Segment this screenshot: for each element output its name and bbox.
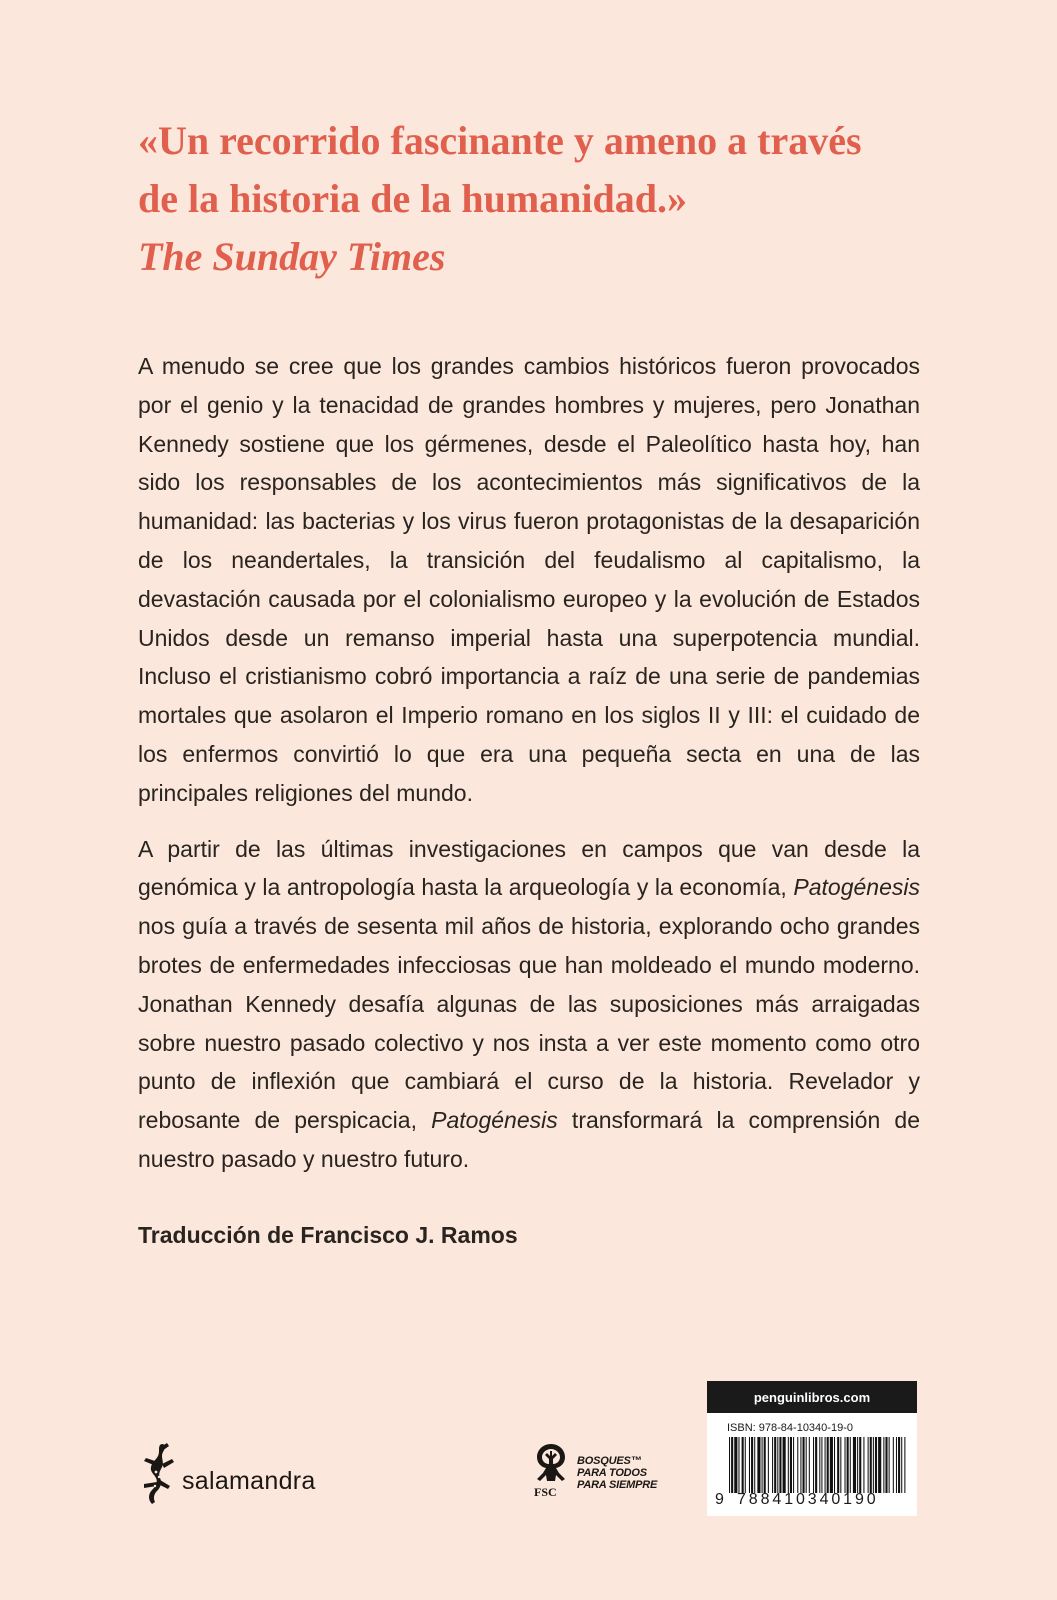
barcode-bar — [875, 1437, 877, 1493]
description-paragraph-1: A menudo se cree que los grandes cambios históricos fueron provocados por el genio y la tenacidad de grandes hombres y mujeres, pero Jonathan Kennedy sostiene que los gérmenes, desde el Paleolítico hasta hoy, han sido los responsables de los acontecimientos más significativos de la humanidad: las bacterias y los virus fueron protagonistas de la desaparición de los neandertales, la transición del feudalismo al capitalismo, la devastación causada por el colonialismo europeo y la evolución de Estados Unidos desde un remanso imperial hasta una superpotencia mundial. Incluso el cristianismo cobró importancia a raíz de una serie de pandemias mortales que asolaron el Imperio romano en los siglos II y III: el cuidado de los enfermos convirtió lo que era una pequeña secta en una de las principales religiones del mundo. — [138, 353, 920, 806]
barcode-bar — [803, 1437, 805, 1493]
barcode-bar — [809, 1437, 810, 1493]
barcode-bar — [813, 1437, 814, 1493]
barcode-bar — [883, 1437, 884, 1493]
translator-credit: Traducción de Francisco J. Ramos — [138, 1222, 518, 1248]
fsc-mark — [531, 1441, 571, 1501]
barcode-bar — [783, 1437, 786, 1493]
book-title-italic: Patogénesis — [431, 1107, 558, 1134]
paragraph-2-text-c: transformará la comprensión de nuestro pasado y nuestro futuro. — [138, 1107, 920, 1172]
fsc-slogan-line-3: PARA SIEMPRE — [577, 1479, 658, 1491]
fsc-slogan — [577, 1455, 657, 1491]
barcode-bar — [893, 1437, 894, 1493]
barcode-bar — [901, 1437, 902, 1493]
barcode-bar — [837, 1437, 839, 1493]
barcode-bar — [853, 1437, 856, 1493]
barcode-bar — [859, 1437, 861, 1493]
barcode-bar — [754, 1437, 755, 1493]
barcode-bar — [779, 1437, 781, 1493]
barcode-bar — [821, 1437, 822, 1493]
salamander-icon — [136, 1442, 176, 1506]
paragraph-2-text-b: nos guía a través de sesenta mil años de historia, explorando ocho grandes brotes de enfermedades infecciosas que han moldeado el mundo moderno. Jonathan Kennedy desafía algunas de las suposiciones más arraigadas sobre nuestro pasado colectivo y nos insta a ver este momento como otro punto de inflexión que cambiará el curso de la historia. Revelador y rebosante de perspicacia, — [138, 913, 920, 1134]
barcode-bar — [847, 1437, 849, 1493]
description-paragraph-2 — [138, 830, 920, 1179]
barcode-bar — [793, 1437, 794, 1493]
quote-line-1: «Un recorrido fascinante y ameno a través — [138, 118, 862, 163]
barcode-bar — [870, 1437, 872, 1493]
barcode-bar — [873, 1437, 874, 1493]
barcode-first-digit: 9 — [715, 1491, 724, 1508]
barcode-bars — [729, 1437, 907, 1493]
barcode-bar — [797, 1437, 798, 1493]
barcode-bar — [863, 1437, 864, 1493]
publisher-name: salamandra — [182, 1466, 316, 1495]
barcode-bar — [757, 1437, 760, 1493]
barcode-bar — [898, 1437, 900, 1493]
fsc-label: FSC — [534, 1485, 557, 1499]
barcode-bar — [738, 1437, 739, 1493]
book-title-italic: Patogénesis — [793, 874, 920, 901]
fsc-slogan-line-1: BOSQUES™ — [577, 1455, 642, 1467]
barcode-bar — [772, 1437, 773, 1493]
barcode-bar — [885, 1437, 887, 1493]
barcode-bar — [790, 1437, 792, 1493]
barcode-bar — [774, 1437, 776, 1493]
barcode-bar — [889, 1437, 890, 1493]
fsc-tree-icon — [531, 1441, 571, 1485]
barcode-bar — [850, 1437, 851, 1493]
barcode-bar — [745, 1437, 746, 1493]
barcode-bar — [768, 1437, 769, 1493]
barcode-box — [707, 1381, 917, 1516]
barcode-bar — [825, 1437, 826, 1493]
barcode-bar — [834, 1437, 835, 1493]
barcode-bar — [845, 1437, 846, 1493]
barcode-bar — [857, 1437, 858, 1493]
quote-line-2: de la historia de la humanidad.» — [138, 176, 688, 221]
barcode-bar — [840, 1437, 841, 1493]
barcode-bar — [734, 1437, 737, 1493]
barcode-bar — [800, 1437, 801, 1493]
barcode-bar — [742, 1437, 744, 1493]
barcode-bar — [788, 1437, 789, 1493]
barcode-bar — [878, 1437, 881, 1493]
barcode-bar — [896, 1437, 897, 1493]
barcode-bar — [751, 1437, 753, 1493]
barcode-bar — [868, 1437, 869, 1493]
review-quote — [138, 112, 938, 286]
barcode-bar — [815, 1437, 817, 1493]
barcode-bar — [827, 1437, 829, 1493]
fsc-logo — [531, 1441, 657, 1501]
barcode-bar — [904, 1437, 905, 1493]
paragraph-2-text-a: A partir de las últimas investigaciones en campos que van desde la genómica y la antropología hasta la arqueología y la economía, — [138, 835, 920, 901]
quote-source: The Sunday Times — [138, 234, 446, 279]
barcode-bar — [762, 1437, 763, 1493]
barcode-bar — [830, 1437, 833, 1493]
barcode-bar — [764, 1437, 766, 1493]
barcode-bar — [731, 1437, 733, 1493]
publisher-website: penguinlibros.com — [707, 1381, 917, 1413]
barcode-bar — [819, 1437, 820, 1493]
book-description — [138, 347, 920, 1179]
fsc-slogan-line-2: PARA TODOS — [577, 1467, 647, 1479]
isbn-label: ISBN: 978-84-10340-19-0 — [727, 1422, 853, 1434]
barcode-digits: 788410340190 — [737, 1491, 879, 1508]
publisher-logo — [136, 1442, 316, 1506]
barcode-bar — [729, 1437, 730, 1493]
barcode-bar — [777, 1437, 778, 1493]
barcode-bar — [749, 1437, 750, 1493]
barcode-bar — [806, 1437, 807, 1493]
